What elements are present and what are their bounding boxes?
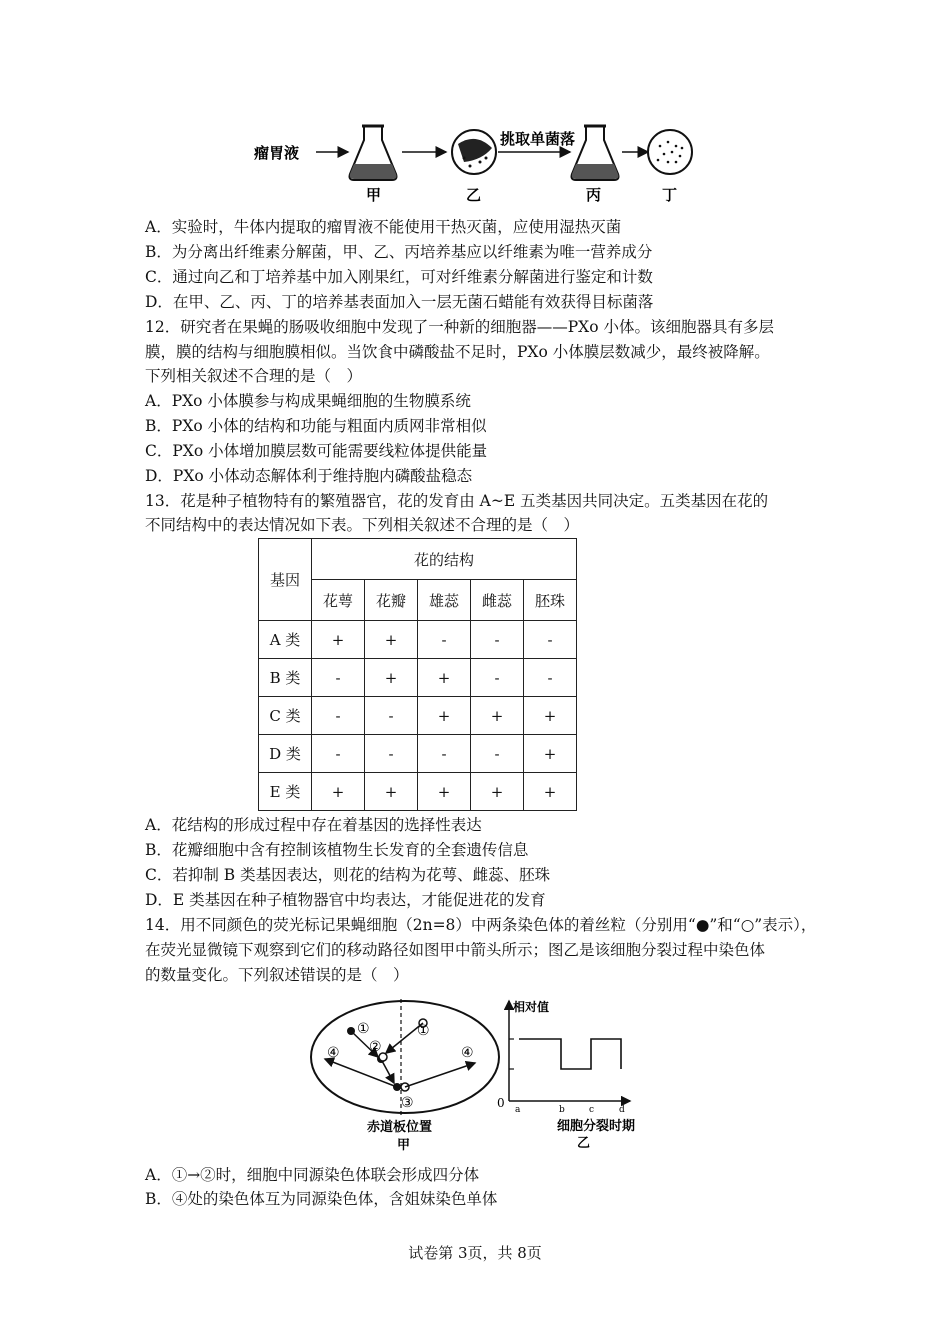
chromosome-count-step-line: [519, 1039, 621, 1069]
chromosome-number-chart: [495, 995, 650, 1153]
q14-stem-line-2: 在荧光显微镜下观察到它们的移动路径如图甲中箭头所示；图乙是该细胞分裂过程中染色体: [145, 941, 766, 959]
q12-option-a: A．PXo 小体膜参与构成果蝇细胞的生物膜系统: [145, 392, 471, 410]
table-cell: -: [471, 621, 524, 659]
table-cell: +: [365, 773, 418, 811]
q11-option-b: B．为分离出纤维素分解菌，甲、乙、丙培养基应以纤维素为唯一营养成分: [145, 243, 653, 261]
table-cell: -: [365, 697, 418, 735]
q13-option-a: A．花结构的形成过程中存在着基因的选择性表达: [145, 816, 482, 834]
q13-stem-line-1: 13．花是种子植物特有的繁殖器官，花的发育由 A~E 五类基因共同决定。五类基因在花的: [145, 492, 769, 510]
x-tick-a: a: [515, 1105, 521, 1115]
q11-option-a: A．实验时，牛体内提取的瘤胃液不能使用干热灭菌，应使用湿热灭菌: [145, 218, 622, 236]
row-label: B 类: [259, 659, 312, 697]
table-cell: +: [418, 697, 471, 735]
marker-4-right: ④: [461, 1045, 474, 1061]
q12-stem-line-3: 下列相关叙述不合理的是（ ）: [145, 367, 363, 385]
q13-option-b: B．花瓣细胞中含有控制该植物生长发育的全套遗传信息: [145, 841, 529, 859]
vessel-label-ding: 丁: [662, 186, 678, 204]
table-cell: +: [524, 735, 577, 773]
culture-flow-figure: [250, 118, 710, 206]
column-header: 花萼: [312, 580, 365, 621]
table-cell: -: [524, 621, 577, 659]
column-header: 花瓣: [365, 580, 418, 621]
y-axis-label: 相对值: [513, 1000, 550, 1014]
vessel-label-yi: 乙: [466, 186, 482, 204]
table-cell: +: [524, 773, 577, 811]
table-cell: -: [418, 735, 471, 773]
x-axis-label: 细胞分裂时期: [557, 1119, 636, 1134]
table-cell: +: [312, 621, 365, 659]
q14-stem-line-3: 的数量变化。下列叙述错误的是（ ）: [145, 966, 409, 984]
q13-stem-line-2: 不同结构中的表达情况如下表。下列相关叙述不合理的是（ ）: [145, 516, 580, 534]
q13-option-d: D．E 类基因在种子植物器官中均表达，才能促进花的发育: [145, 891, 546, 909]
plate-ding: [648, 130, 692, 174]
table-cell: +: [418, 773, 471, 811]
x-tick-d: d: [619, 1105, 625, 1115]
column-header: 雄蕊: [418, 580, 471, 621]
table-row: [259, 697, 577, 735]
table-corner-header: 基因: [259, 539, 312, 621]
table-row: [259, 735, 577, 773]
q12-option-b: B．PXo 小体的结构和功能与粗面内质网非常相似: [145, 417, 487, 435]
marker-3: ③: [401, 1095, 414, 1111]
row-label: D 类: [259, 735, 312, 773]
marker-4-left: ④: [327, 1045, 340, 1061]
column-header: 雌蕊: [471, 580, 524, 621]
table-row: [259, 621, 577, 659]
table-cell: -: [471, 659, 524, 697]
table-cell: +: [524, 697, 577, 735]
table-cell: +: [365, 621, 418, 659]
pick-colony-label: 挑取单菌落: [500, 130, 576, 148]
origin-label: 0: [497, 1096, 505, 1110]
table-cell: -: [312, 697, 365, 735]
rumen-fluid-label: 瘤胃液: [254, 144, 300, 162]
table-cell: +: [312, 773, 365, 811]
q12-option-d: D．PXo 小体动态解体利于维持胞内磷酸盐稳态: [145, 467, 473, 485]
table-cell: -: [418, 621, 471, 659]
table-cell: +: [471, 697, 524, 735]
vessel-label-bing: 丙: [586, 186, 602, 204]
table-cell: -: [524, 659, 577, 697]
table-cell: +: [418, 659, 471, 697]
row-label: C 类: [259, 697, 312, 735]
table-cell: -: [471, 735, 524, 773]
equatorial-plate-caption: 赤道板位置: [367, 1120, 433, 1135]
table-cell: -: [312, 659, 365, 697]
x-tick-b: b: [559, 1105, 565, 1115]
q11-option-d: D．在甲、乙、丙、丁的培养基表面加入一层无菌石蜡能有效获得目标菌落: [145, 293, 654, 311]
q11-option-c: C．通过向乙和丁培养基中加入刚果红，可对纤维素分解菌进行鉴定和计数: [145, 268, 653, 286]
figure-yi-name: 乙: [577, 1136, 591, 1151]
q14-option-b: B．④处的染色体互为同源染色体，含姐妹染色单体: [145, 1190, 498, 1208]
marker-2: ②: [369, 1039, 382, 1055]
gene-expression-table: [258, 538, 577, 811]
row-label: E 类: [259, 773, 312, 811]
table-cell: -: [312, 735, 365, 773]
table-cell: +: [365, 659, 418, 697]
table-row: [259, 659, 577, 697]
marker-1-right: ①: [417, 1023, 430, 1039]
marker-1-left: ①: [357, 1021, 370, 1037]
row-label: A 类: [259, 621, 312, 659]
table-row: [259, 773, 577, 811]
q12-stem-line-1: 12．研究者在果蝇的肠吸收细胞中发现了一种新的细胞器——PXo 小体。该细胞器具有多层: [145, 318, 774, 336]
q14-option-a: A．①→②时，细胞中同源染色体联会形成四分体: [145, 1166, 480, 1184]
table-group-header: 花的结构: [312, 539, 577, 580]
column-header: 胚珠: [524, 580, 577, 621]
q12-stem-line-2: 膜，膜的结构与细胞膜相似。当饮食中磷酸盐不足时，PXo 小体膜层数减少，最终被降解。: [145, 343, 770, 361]
page-footer: 试卷第 3页，共 8页: [408, 1244, 542, 1262]
table-cell: -: [365, 735, 418, 773]
q14-stem-line-1: 14．用不同颜色的荧光标记果蝇细胞（2n=8）中两条染色体的着丝粒（分别用“●”和“○”表示），: [145, 916, 817, 934]
x-tick-c: c: [589, 1105, 595, 1115]
q12-option-c: C．PXo 小体增加膜层数可能需要线粒体提供能量: [145, 442, 488, 460]
figure-jia-name: 甲: [397, 1138, 411, 1153]
chromosome-movement-figure: [305, 995, 505, 1153]
vessel-label-jia: 甲: [366, 186, 382, 204]
table-cell: +: [471, 773, 524, 811]
q13-option-c: C．若抑制 B 类基因表达，则花的结构为花萼、雌蕊、胚珠: [145, 866, 551, 884]
